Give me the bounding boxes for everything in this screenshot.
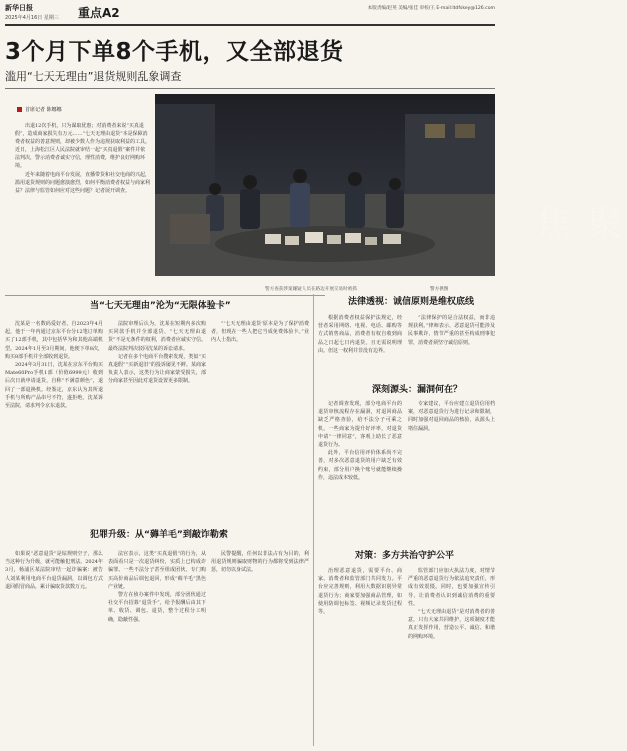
lead-paragraph: 出退12次手机，只为谋取优惠；对消费者来说“买真退假”，造成商家损失有万元……“七天无理由退货”本是保障消费者权益的善意规则，却被少数人作为违规获取利益的工具。近日，上海松江区人民法院就审结一起“买真退假”案件并依法判决，警示消费者诚实守信，理性消费，维护良好网购环境。 [15, 123, 151, 170]
byline-text: 首席记者 陈娜娜 [25, 107, 62, 113]
section1-paragraph: 记者在多个电商平台搜索发现，类似“买真退假”“买新退旧”的投诉屡见不鲜。某商家负责人表示，这类行为让商家蒙受损失，部分商家甚至因此对退货设置更多限制。 [108, 353, 206, 385]
section2-title: 犯罪升级：从“薅羊毛”到敲诈勒索 [90, 530, 228, 540]
section1-paragraph: 沈某是一名数码爱好者，自2023年4月起，他于一年内通过京东平台分12笔订单购买了12部手机，其中包括华为和其他高端机型。2024年1月至3月期间，他便下单8次，购买8部手机并全部收到退货。 [5, 321, 103, 360]
section5-col2 [408, 567, 495, 747]
section2-paragraph: 法官表示，这类“买真退假”的行为，从表面看只是一次退货纠纷，实质上已构成诈骗罪。一些不法分子甚至组成团伙，专门购买高价商品后调包退回，形成“薅羊毛”黑色产业链。 [108, 551, 206, 590]
header-rule [5, 24, 495, 26]
section3-col2 [408, 314, 495, 374]
section2-col1 [5, 550, 103, 746]
column-divider [313, 294, 314, 746]
news-photo [155, 94, 622, 276]
headline-rule [5, 88, 495, 89]
photo-illustration [155, 94, 495, 276]
byline-marker [17, 107, 22, 112]
section5-col1 [318, 567, 402, 747]
page-header [0, 0, 500, 26]
section5-paragraph: “七天无理由退货”是对消费者的善意，只有大家共同维护，这项制度才能真正发挥作用，营造公平、诚信、和谐的网购环境。 [408, 609, 495, 640]
main-headline: 3个月下单8个手机，又全部退货 [5, 39, 344, 65]
photo-credit: 警方供图 [430, 287, 449, 292]
section5-paragraph: 监管部门应加大执法力度，对情节严重的恶意退货行为依法追究责任，形成有效震慑。同时，也要加强宣传引导，让消费者认识到诚信消费的重要性。 [408, 568, 495, 607]
section4-paragraph: 记者调查发现，部分电商平台的退货审核流程存在漏洞，对退回商品缺乏严格查验，给不法分子可乘之机。一些商家为提升好评率，对退货申请“一律同意”，客观上助长了恶意退货行为。 [318, 401, 402, 449]
section1-col1 [5, 320, 103, 565]
section4-title: 深刻源头：漏洞何在？ [372, 385, 463, 395]
section2-col3 [211, 550, 309, 746]
section4-paragraph: 此外，平台信用评价体系尚不完善，对多次恶意退货的用户缺乏有效约束，部分用户换个账号就能继续操作，违法成本较低。 [318, 450, 402, 481]
photo-caption: 警方查获涉案嫌疑人员在路边开展交易时被抓 [265, 287, 357, 292]
section2-paragraph: 如果说“恶意退货”是钻规则空子，那么当这种行为升级，就可能触犯刑法。2024年3月，杨浦区某法院审结一起诈骗案：被告人刘某利用电商平台退货漏洞，以调包方式退回假冒商品，累计骗取货款数万元。 [5, 551, 103, 590]
masthead: 新华日报 [5, 3, 33, 12]
section1-title: 当“七天无理由”沦为“无限体验卡” [90, 301, 231, 311]
section3-paragraph: “法律保护的是合法权益，而非违规获利。”律师表示，恶意退货可能涉及民事欺诈，情节严重的甚至构成刑事犯罪，消费者须坚守诚信原则。 [408, 315, 495, 346]
section-watermark: 聚焦 [530, 204, 622, 246]
section1-paragraph: 2024年3月31日，沈某在京东平台购买Mate60Pro手机1部（价值6999元）收到后次日就申请退货，自称“不满意颜色”，退回了一部退换机。经鉴定，京东认为其所退手机与所购产品串号不符，遂拒绝。沈某诉至法院，请求判令京东退款。 [5, 362, 103, 410]
section5-paragraph: 治理恶意退货，需要平台、商家、消费者和监管部门共同发力。平台应完善规则，利用大数据识别异常退货行为；商家要加强商品管理，如使用防调包标签、视频记录发货过程等。 [318, 568, 402, 616]
byline [17, 106, 62, 113]
section2-col2 [108, 550, 206, 746]
section2-paragraph: 警方在侦办案件中发现，部分团伙通过社交平台招募“退货手”，给予报酬后由其下单、收货、调包、退货，整个过程分工明确，隐蔽性强。 [108, 592, 206, 623]
section4-paragraph: 专家建议，平台应建立退货信用档案，对恶意退货行为进行记录和限制，同时加强对退回商品的核验，从源头上堵住漏洞。 [408, 401, 495, 432]
section-label: 重点A2 [78, 6, 120, 20]
lead-paragraph: 近年来随着电商平台发展，直播带货和社交电商的兴起，滥用退货规则的问题愈演愈烈，如何平衡消费者权益与商家利益？法律与监管如何应对这些问题？记者展开调查。 [15, 171, 151, 194]
section1-rule [5, 295, 325, 296]
editor-info: 本版责编/赵英 美编/张佳 审校/王 E-mail:ltdfskey@126.com [367, 6, 495, 11]
section4-col1 [318, 400, 402, 550]
section3-title: 法律透视：诚信原则是维权底线 [348, 297, 475, 307]
section3-paragraph: 根据消费者权益保护法规定，经营者采用网络、电视、电话、邮购等方式销售商品，消费者有权自收到商品之日起七日内退货，且无需说明理由。但这一权利并非没有边界。 [318, 315, 402, 354]
section1-paragraph: “‘七天无理由退货’原本是为了保护消费者，但现在一些人把它当成免费体验卡。”业内人士指出。 [211, 321, 309, 344]
lead-text [15, 122, 150, 195]
section1-paragraph: 法院审理后认为，沈某在短期内多次购买同款手机并全部退货，“七天无理由退货”不是无条件的权利，消费者应诚实守信。最终法院判决驳回沈某的诉讼请求。 [108, 321, 206, 352]
issue-date: 2025年4月16日 星期三 [5, 15, 59, 21]
section4-col2 [408, 400, 495, 550]
section3-col1 [318, 314, 402, 374]
section5-title: 对策：多方共治守护公平 [355, 551, 455, 561]
sub-headline: 滥用“七天无理由”退货规则乱象调查 [5, 70, 182, 83]
section2-paragraph: 民警提醒，任何以非法占有为目的，利用退货规则骗取财物的行为都将受到法律严惩，切勿以身试法。 [211, 551, 309, 574]
